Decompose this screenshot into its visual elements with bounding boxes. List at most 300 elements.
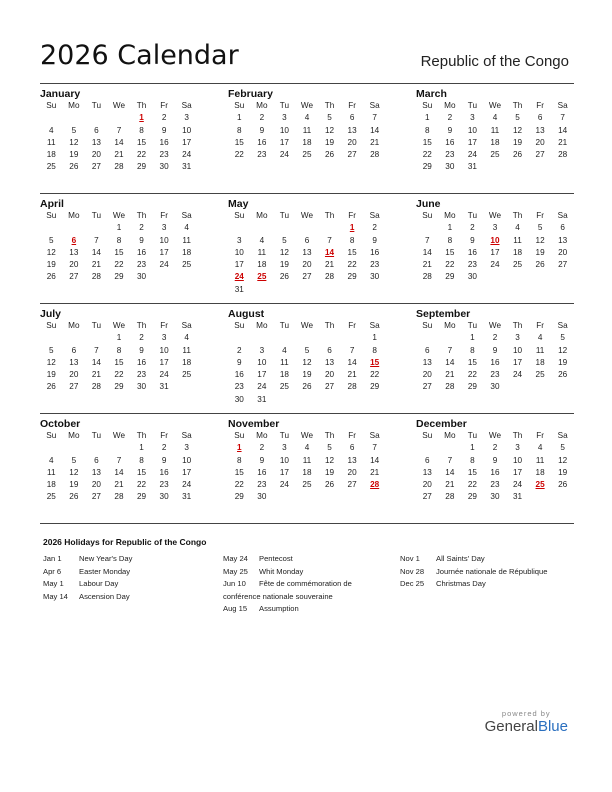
day-cell: 6	[327, 345, 332, 355]
day-cell: 6	[349, 113, 355, 123]
day-cell: 7	[560, 113, 565, 123]
day-cell: 15	[445, 247, 455, 257]
weekday-label: Tu	[91, 101, 102, 110]
holiday-name: Easter Monday	[79, 566, 131, 576]
week-row	[40, 259, 198, 271]
day-cell: 18	[257, 260, 267, 270]
day-cell: 9	[492, 455, 498, 465]
weekday-label: Su	[234, 101, 245, 110]
holiday-day-cell: 1	[349, 223, 355, 233]
day-cell: 21	[324, 260, 335, 270]
day-cell: 26	[558, 480, 568, 490]
weekday-label: We	[300, 211, 314, 220]
day-cell: 11	[182, 345, 191, 355]
day-cell: 29	[136, 492, 147, 502]
weekday-label: Sa	[369, 431, 380, 440]
day-cell: 6	[71, 345, 77, 355]
day-cell: 25	[490, 150, 500, 160]
empty-cell	[228, 222, 251, 234]
day-cell: 25	[302, 150, 312, 160]
day-cell: 30	[159, 162, 169, 172]
day-cell: 8	[237, 125, 242, 135]
day-cell: 21	[91, 370, 101, 380]
weekday-label: Mo	[444, 211, 456, 220]
day-cell: 27	[69, 272, 79, 282]
empty-cell	[40, 222, 63, 234]
day-cell: 18	[302, 137, 312, 147]
day-cell: 8	[447, 235, 453, 245]
day-cell: 19	[69, 150, 79, 160]
day-cell: 26	[302, 382, 312, 392]
month-december	[416, 418, 574, 523]
day-cell: 6	[425, 455, 430, 465]
weekday-label: Sa	[181, 101, 192, 110]
day-cell: 3	[184, 443, 189, 453]
day-cell: 12	[46, 357, 56, 367]
day-cell: 1	[470, 333, 475, 343]
day-cell: 27	[422, 492, 432, 502]
weekday-label: We	[112, 211, 126, 220]
weekday-label: Fr	[160, 211, 168, 220]
day-cell: 11	[302, 125, 312, 135]
day-cell: 14	[114, 467, 124, 477]
holiday-day-cell: 25	[535, 480, 545, 490]
powered-by-text: powered by	[501, 709, 551, 718]
holiday-date: May 1	[43, 579, 64, 589]
day-cell: 23	[370, 260, 380, 270]
weekday-header	[228, 210, 386, 222]
weekday-label: Th	[136, 431, 147, 440]
day-cell: 17	[490, 247, 500, 257]
day-cell: 8	[139, 455, 144, 465]
empty-cell	[85, 442, 108, 454]
month-june	[416, 198, 574, 303]
day-cell: 24	[279, 150, 289, 160]
holiday-name: Ascension Day	[79, 591, 130, 601]
holiday-day-cell: 1	[139, 113, 144, 123]
day-cell: 17	[159, 357, 169, 367]
day-cell: 22	[114, 370, 124, 380]
day-cell: 9	[259, 125, 265, 135]
day-cell: 29	[114, 272, 124, 282]
day-cell: 17	[182, 467, 192, 477]
day-cell: 7	[372, 443, 377, 453]
weekday-label: Sa	[181, 431, 192, 440]
empty-cell	[296, 332, 319, 344]
day-cell: 5	[560, 333, 565, 343]
day-cell: 18	[512, 247, 523, 257]
empty-cell	[273, 394, 296, 406]
week-row	[40, 357, 198, 369]
week-row	[40, 332, 198, 344]
day-cell: 7	[425, 235, 430, 245]
empty-cell	[506, 271, 529, 283]
week-row	[416, 247, 574, 259]
week-row	[228, 394, 386, 406]
weekday-label: Fr	[160, 321, 168, 330]
empty-cell	[318, 394, 341, 406]
day-cell: 2	[372, 223, 377, 233]
day-cell: 9	[372, 235, 377, 245]
day-cell: 5	[327, 113, 332, 123]
weekday-label: Mo	[68, 431, 80, 440]
day-cell: 2	[161, 113, 167, 123]
week-row	[416, 149, 574, 161]
day-cell: 18	[535, 357, 545, 367]
day-cell: 20	[302, 260, 312, 270]
empty-cell	[529, 381, 552, 393]
day-cell: 21	[114, 480, 124, 490]
day-cell: 20	[69, 260, 79, 270]
weekday-label: Th	[324, 431, 335, 440]
weekday-label: Su	[234, 321, 245, 330]
day-cell: 30	[159, 492, 169, 502]
weekday-label: Su	[46, 321, 57, 330]
day-cell: 11	[302, 455, 312, 465]
holiday-item	[223, 603, 389, 616]
day-cell: 31	[182, 162, 192, 172]
month-august	[228, 308, 386, 413]
day-cell: 5	[282, 235, 287, 245]
day-cell: 21	[445, 370, 455, 380]
day-cell: 3	[237, 235, 242, 245]
day-cell: 12	[46, 247, 56, 257]
day-cell: 8	[139, 125, 144, 135]
day-cell: 2	[139, 223, 144, 233]
day-cell: 2	[139, 333, 144, 343]
day-cell: 13	[422, 467, 432, 477]
weekday-label: Mo	[444, 431, 456, 440]
holiday-date: May 14	[43, 591, 68, 601]
day-cell: 3	[282, 113, 287, 123]
weekday-header	[40, 320, 198, 332]
day-cell: 22	[370, 370, 380, 380]
weekday-label: We	[488, 101, 502, 110]
holiday-name: Labour Day	[79, 579, 119, 589]
day-cell: 3	[259, 345, 265, 355]
empty-cell	[63, 332, 86, 344]
day-cell: 13	[69, 247, 79, 257]
day-cell: 21	[422, 260, 432, 270]
day-cell: 10	[512, 455, 523, 465]
week-row	[416, 455, 574, 467]
day-cell: 4	[304, 113, 310, 123]
holiday-date: Aug 15	[223, 604, 248, 614]
day-cell: 7	[94, 235, 99, 245]
weekday-label: Su	[422, 321, 433, 330]
day-cell: 30	[257, 492, 267, 502]
day-cell: 29	[445, 272, 455, 282]
day-cell: 17	[467, 137, 477, 147]
empty-cell	[40, 442, 63, 454]
weekday-header	[228, 100, 386, 112]
day-cell: 7	[327, 235, 332, 245]
weekday-label: Su	[234, 211, 245, 220]
empty-cell	[341, 332, 364, 344]
month-name: May	[228, 198, 249, 210]
weekday-label: Su	[46, 431, 57, 440]
weekday-label: Mo	[256, 101, 268, 110]
day-cell: 10	[182, 455, 192, 465]
weekday-label: Tu	[279, 321, 290, 330]
holiday-column	[43, 553, 209, 603]
day-cell: 13	[347, 125, 357, 135]
holiday-column	[400, 553, 566, 591]
weekday-label: Tu	[91, 321, 102, 330]
weekday-label: Tu	[91, 431, 102, 440]
week-row	[40, 222, 198, 234]
month-name: March	[416, 88, 447, 100]
day-cell: 20	[422, 480, 432, 490]
day-cell: 24	[159, 370, 169, 380]
day-cell: 19	[512, 137, 523, 147]
day-cell: 24	[159, 260, 169, 270]
empty-cell	[175, 381, 198, 393]
day-cell: 30	[467, 272, 477, 282]
day-cell: 15	[114, 357, 124, 367]
empty-cell	[273, 222, 296, 234]
day-cell: 19	[69, 480, 79, 490]
day-cell: 6	[560, 223, 565, 233]
weekday-label: Sa	[369, 211, 380, 220]
day-cell: 12	[69, 467, 79, 477]
week-row	[40, 125, 198, 137]
day-cell: 15	[136, 137, 147, 147]
quarter-row	[40, 193, 574, 303]
day-cell: 27	[324, 382, 335, 392]
holiday-item	[223, 566, 389, 579]
weekday-header	[416, 100, 574, 112]
week-row	[416, 259, 574, 271]
holiday-date: Jun 10	[223, 579, 246, 589]
weekday-label: Mo	[68, 321, 80, 330]
day-cell: 2	[161, 443, 167, 453]
day-cell: 24	[279, 480, 289, 490]
day-cell: 11	[490, 125, 500, 135]
day-cell: 31	[234, 284, 244, 294]
day-cell: 23	[159, 480, 169, 490]
week-row	[228, 345, 386, 357]
day-cell: 22	[234, 150, 244, 160]
day-cell: 28	[422, 272, 432, 282]
empty-cell	[341, 491, 364, 503]
day-cell: 18	[46, 480, 56, 490]
holiday-day-cell: 10	[490, 235, 500, 245]
empty-cell	[40, 112, 63, 124]
day-cell: 18	[302, 467, 312, 477]
weekday-label: Mo	[256, 431, 268, 440]
weekday-label: Sa	[181, 211, 192, 220]
day-cell: 16	[136, 247, 147, 257]
day-cell: 29	[370, 382, 380, 392]
day-cell: 8	[470, 345, 475, 355]
empty-cell	[529, 271, 552, 283]
weekday-label: Tu	[467, 211, 478, 220]
week-row	[416, 271, 574, 283]
month-march	[416, 88, 574, 193]
day-cell: 22	[467, 370, 477, 380]
day-cell: 12	[512, 125, 523, 135]
day-cell: 8	[425, 125, 430, 135]
day-cell: 10	[159, 345, 169, 355]
day-cell: 4	[49, 455, 54, 465]
month-may	[228, 198, 386, 303]
day-cell: 30	[445, 162, 455, 172]
holiday-day-cell: 14	[324, 247, 335, 257]
day-cell: 1	[470, 443, 475, 453]
month-october	[40, 418, 198, 523]
day-cell: 27	[558, 260, 568, 270]
week-row	[228, 357, 386, 369]
day-cell: 18	[182, 357, 192, 367]
day-cell: 12	[279, 247, 289, 257]
day-cell: 26	[46, 272, 56, 282]
day-cell: 14	[370, 455, 380, 465]
day-cell: 28	[114, 492, 124, 502]
day-cell: 28	[91, 272, 101, 282]
day-cell: 27	[422, 382, 432, 392]
day-cell: 10	[159, 235, 169, 245]
day-cell: 1	[372, 333, 377, 343]
day-cell: 20	[347, 137, 357, 147]
day-cell: 28	[445, 382, 455, 392]
weekday-label: Th	[136, 321, 147, 330]
weekday-label: Fr	[536, 431, 544, 440]
day-cell: 30	[234, 394, 244, 404]
day-cell: 3	[161, 223, 167, 233]
empty-cell	[416, 332, 439, 344]
day-cell: 19	[46, 260, 56, 270]
day-cell: 11	[47, 467, 56, 477]
day-cell: 22	[445, 260, 455, 270]
week-row	[40, 369, 198, 381]
day-cell: 22	[136, 480, 147, 490]
week-row	[228, 259, 386, 271]
week-row	[228, 235, 386, 247]
day-cell: 17	[182, 137, 192, 147]
empty-cell	[551, 161, 574, 173]
day-cell: 20	[422, 370, 432, 380]
empty-cell	[251, 332, 274, 344]
day-cell: 19	[46, 370, 56, 380]
day-cell: 9	[447, 125, 453, 135]
day-cell: 25	[302, 480, 312, 490]
day-cell: 15	[467, 467, 477, 477]
day-cell: 17	[279, 467, 289, 477]
weekday-label: Fr	[160, 101, 168, 110]
day-cell: 15	[114, 247, 124, 257]
day-cell: 8	[237, 455, 242, 465]
weekday-label: Tu	[279, 211, 290, 220]
day-cell: 26	[324, 150, 335, 160]
day-cell: 10	[234, 247, 244, 257]
day-cell: 15	[234, 467, 244, 477]
day-cell: 9	[237, 357, 242, 367]
day-cell: 4	[492, 113, 498, 123]
day-cell: 15	[347, 247, 357, 257]
day-cell: 31	[467, 162, 477, 172]
week-row	[228, 149, 386, 161]
week-row	[228, 112, 386, 124]
empty-cell	[63, 442, 86, 454]
week-row	[416, 235, 574, 247]
day-cell: 12	[324, 455, 335, 465]
week-row	[228, 125, 386, 137]
day-cell: 3	[515, 443, 520, 453]
empty-cell	[439, 442, 462, 454]
day-cell: 6	[304, 235, 310, 245]
weekday-label: We	[300, 321, 314, 330]
week-row	[40, 381, 198, 393]
day-cell: 25	[46, 492, 56, 502]
day-cell: 4	[49, 125, 54, 135]
weekday-label: We	[488, 211, 502, 220]
day-cell: 20	[324, 370, 335, 380]
holiday-date: Nov 28	[400, 566, 425, 576]
weekday-label: Th	[324, 101, 335, 110]
month-name: February	[228, 88, 273, 100]
week-row	[416, 125, 574, 137]
empty-cell	[318, 222, 341, 234]
day-cell: 22	[136, 150, 147, 160]
day-cell: 9	[259, 455, 265, 465]
empty-cell	[318, 284, 341, 296]
month-january	[40, 88, 198, 193]
day-cell: 19	[558, 357, 568, 367]
weekday-header	[228, 320, 386, 332]
day-cell: 27	[91, 492, 101, 502]
weekday-label: Sa	[369, 101, 380, 110]
holiday-item	[43, 591, 209, 604]
weekday-label: Mo	[444, 101, 456, 110]
day-cell: 11	[280, 357, 289, 367]
day-cell: 31	[257, 394, 267, 404]
holiday-date: Nov 1	[400, 554, 420, 563]
day-cell: 8	[116, 235, 122, 245]
day-cell: 16	[136, 357, 147, 367]
month-february	[228, 88, 386, 193]
day-cell: 10	[182, 125, 192, 135]
weekday-label: Su	[422, 101, 433, 110]
week-row	[228, 381, 386, 393]
holiday-date: May 25	[223, 566, 248, 576]
weekday-label: Th	[136, 211, 147, 220]
day-cell: 5	[515, 113, 520, 123]
day-cell: 10	[467, 125, 477, 135]
day-cell: 7	[116, 125, 122, 135]
day-cell: 3	[161, 333, 167, 343]
weekday-label: We	[488, 431, 502, 440]
day-cell: 21	[558, 137, 568, 147]
day-cell: 19	[324, 137, 335, 147]
day-cell: 28	[114, 162, 124, 172]
day-cell: 15	[467, 357, 477, 367]
day-cell: 6	[425, 345, 430, 355]
day-cell: 23	[445, 150, 455, 160]
holiday-name: Assumption	[259, 604, 299, 614]
day-cell: 24	[182, 480, 192, 490]
day-cell: 13	[558, 235, 568, 245]
weekday-label: Fr	[348, 321, 356, 330]
month-november	[228, 418, 386, 523]
weekday-label: Th	[136, 101, 147, 110]
weekday-header	[228, 430, 386, 442]
empty-cell	[228, 332, 251, 344]
day-cell: 27	[69, 382, 79, 392]
week-row	[40, 161, 198, 173]
weekday-label: Sa	[557, 101, 568, 110]
week-row	[228, 137, 386, 149]
